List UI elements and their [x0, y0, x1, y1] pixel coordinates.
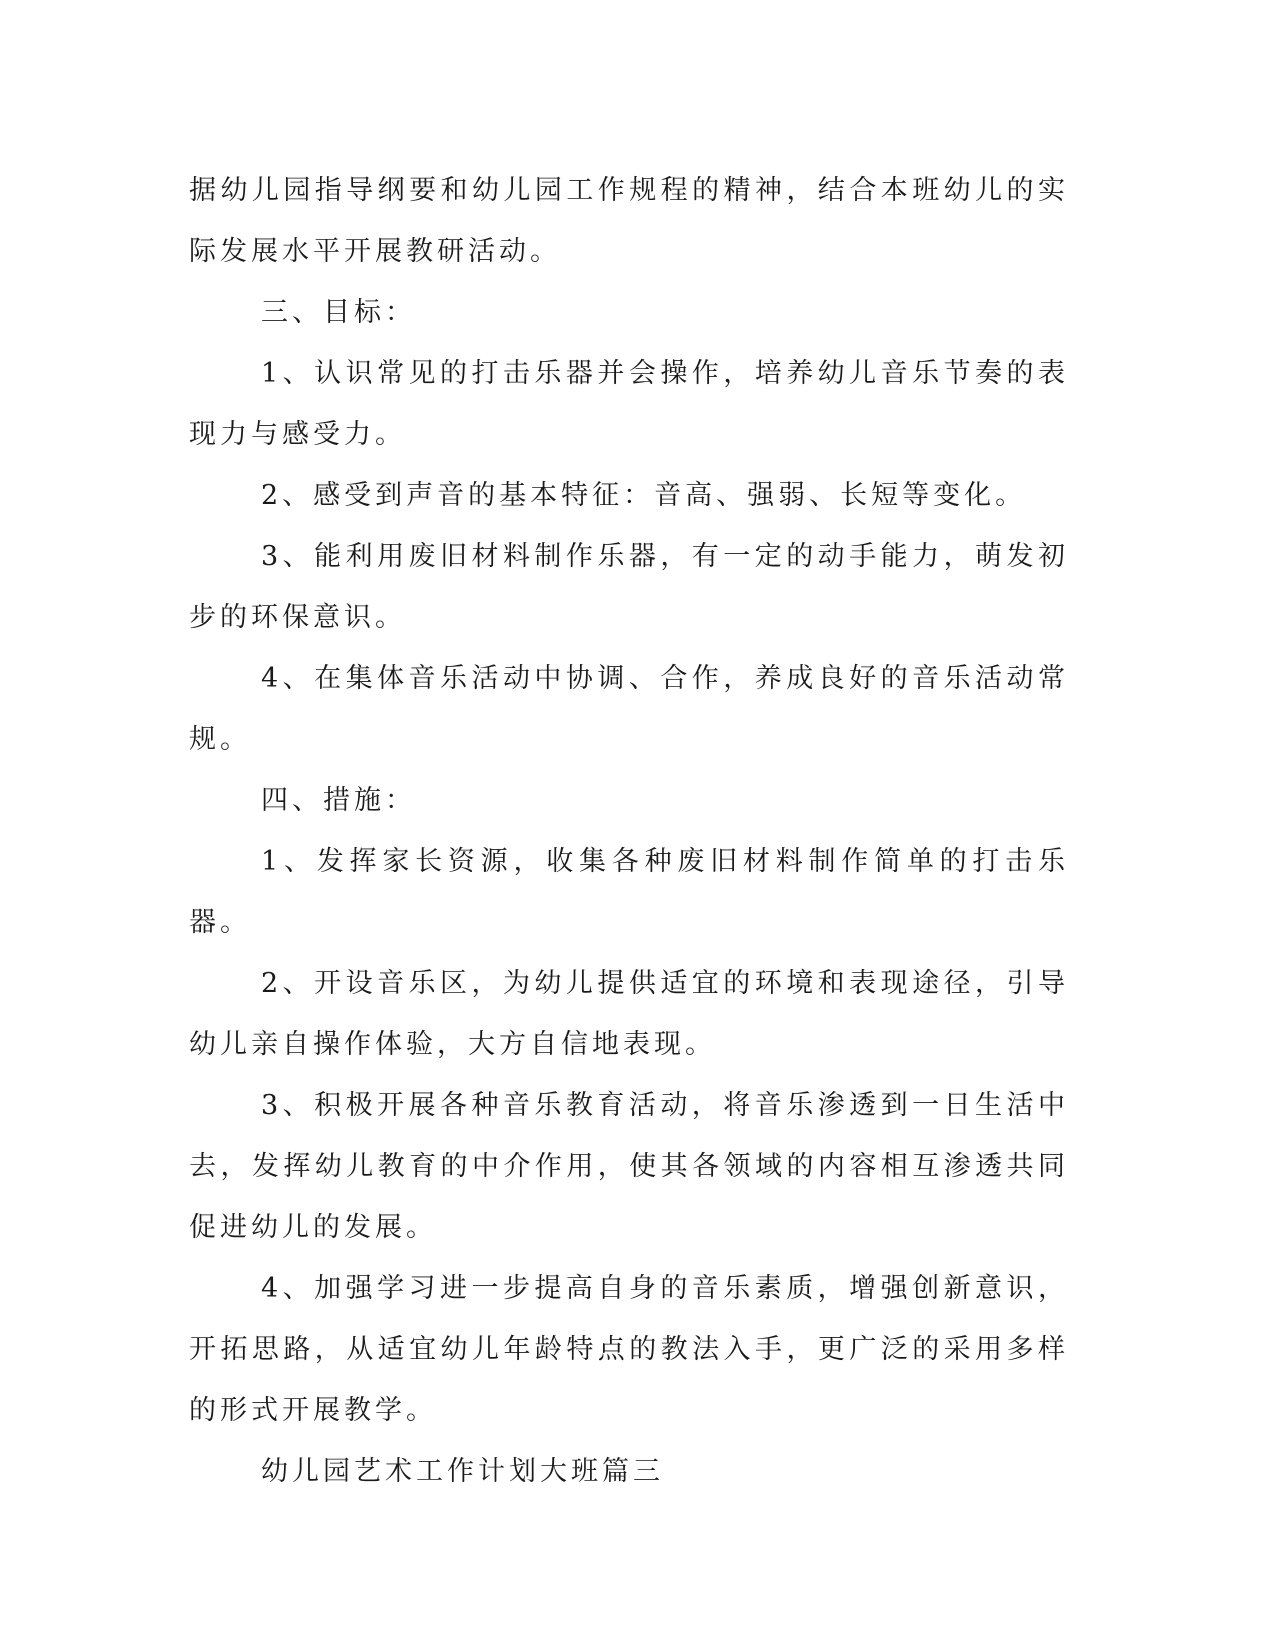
paragraph-measure-4: 4、加强学习进一步提高自身的音乐素质，增强创新意识，开拓思路，从适宜幼儿年龄特点的教法入手，更广泛的采用多样的形式开展教学。 — [189, 1273, 1069, 1426]
paragraph-goal-2: 2、感受到声音的基本特征：音高、强弱、长短等变化。 — [261, 480, 1027, 511]
heading-measures: 四、措施： — [261, 785, 416, 816]
paragraph-goal-4: 4、在集体音乐活动中协调、合作，养成良好的音乐活动常规。 — [189, 663, 1069, 755]
paragraph-measure-1: 1、发挥家长资源，收集各种废旧材料制作简单的打击乐器。 — [189, 846, 1069, 938]
document-body — [189, 160, 1069, 1502]
paragraph-measure-2: 2、开设音乐区，为幼儿提供适宜的环境和表现途径，引导幼儿亲自操作体验，大方自信地表现。 — [189, 968, 1069, 1060]
paragraph-measure-3: 3、积极开展各种音乐教育活动，将音乐渗透到一日生活中去，发挥幼儿教育的中介作用，使其各领域的内容相互渗透共同促进幼儿的发展。 — [189, 1090, 1069, 1243]
paragraph-continued-intro: 据幼儿园指导纲要和幼儿园工作规程的精神，结合本班幼儿的实际发展水平开展教研活动。 — [189, 175, 1069, 267]
paragraph-goal-3: 3、能利用废旧材料制作乐器，有一定的动手能力，萌发初步的环保意识。 — [189, 541, 1069, 633]
heading-goals: 三、目标： — [261, 297, 416, 328]
paragraph-goal-1: 1、认识常见的打击乐器并会操作，培养幼儿音乐节奏的表现力与感受力。 — [189, 358, 1069, 450]
section-title: 幼儿园艺术工作计划大班篇三 — [261, 1456, 664, 1487]
